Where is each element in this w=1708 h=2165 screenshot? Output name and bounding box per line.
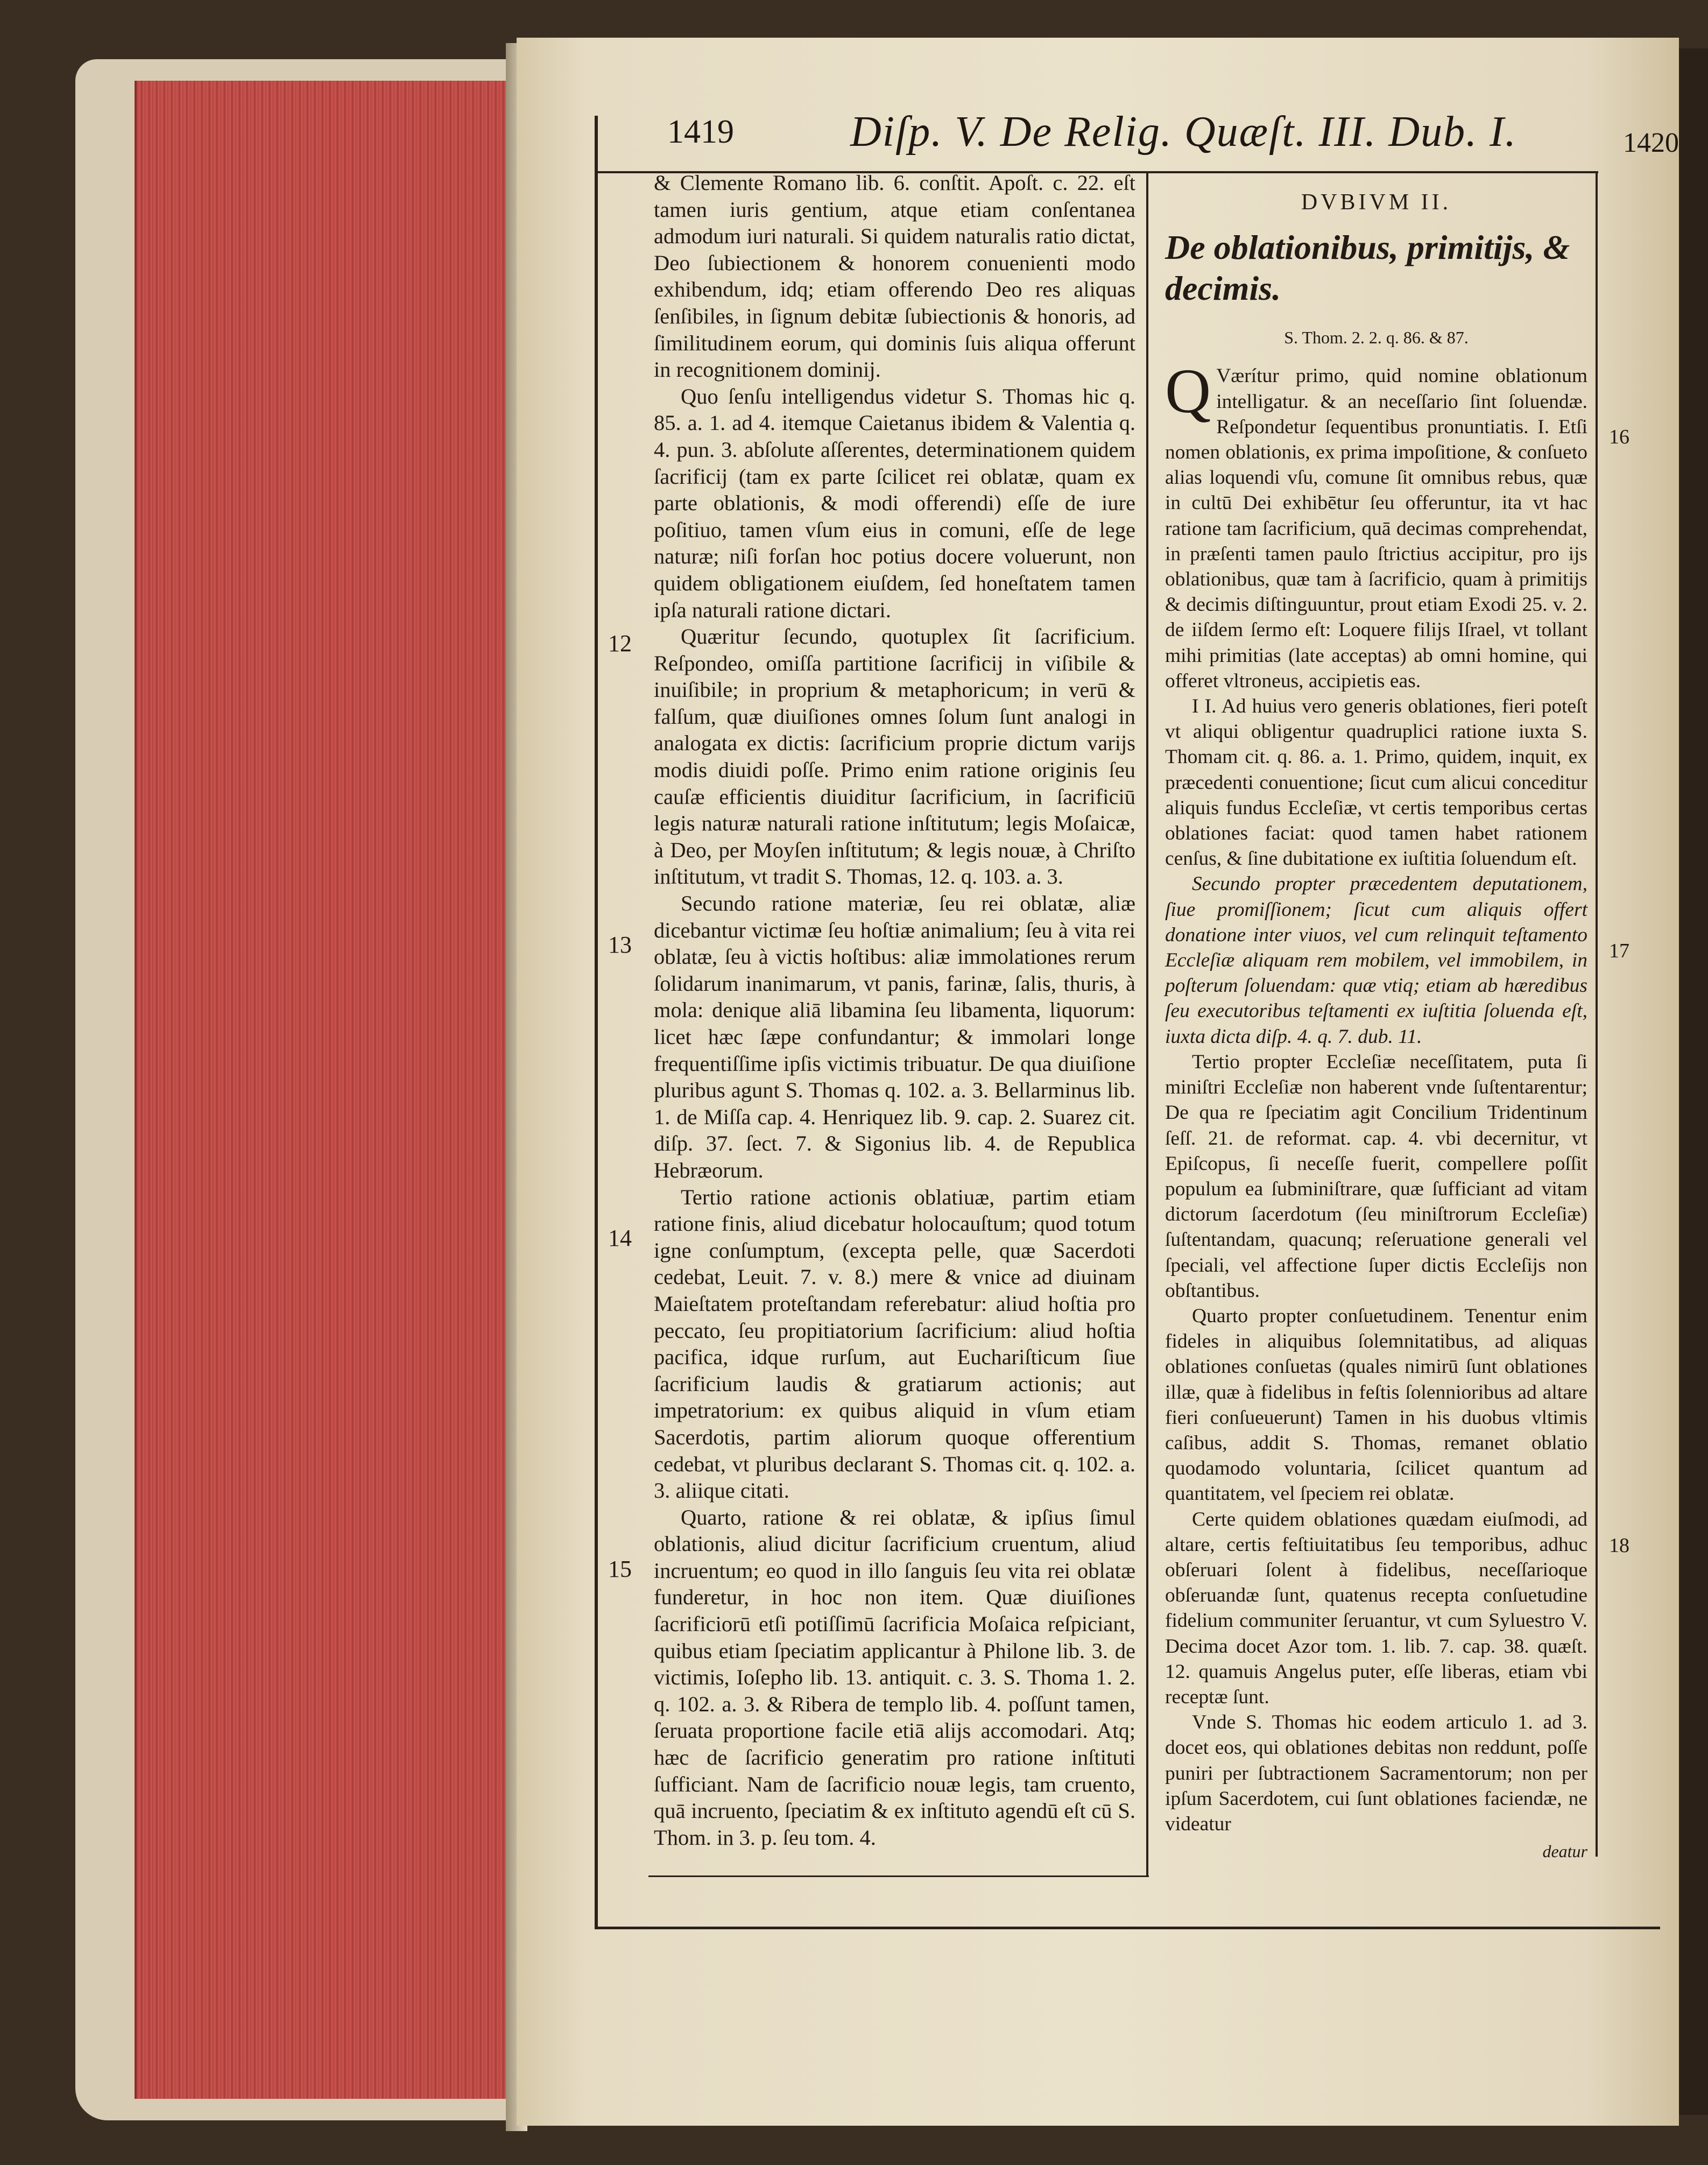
frame-rule-bottom	[595, 1927, 1660, 1929]
dubium-heading: DVBIVM II.	[1301, 190, 1452, 215]
paragraph: Tertio ratione actionis oblatiuæ, partim etiam ratione finis, aliud dicebatur holocauſtum; quod totum igne conſumptum, (excepta pelle, quæ Sacerdoti cedebat, Leuit. 7. v. 8.) mere & vnice ad diuinam Maieſtatem proteſtandam referebatur: aliud hoſtia pro peccato, ſeu propitiatorium ſacrificium: aliud hoſtia pacifica, idque rurſum, aut Euchariſticum ſiue ſacrificium laudis & gratiarum actionis; aut impetratorium: ex quibus aliquid in vſum etiam Sacerdotis, partim aliorum quoque offerentium cedebat, vt pluribus declarant S. Thomas cit. q. 102. a. 3. aliique citati.	[654, 1184, 1135, 1503]
right-text-column	[1165, 180, 1587, 1864]
margin-number: 18	[1609, 1534, 1629, 1557]
drop-capital: Q	[1165, 356, 1211, 427]
paragraph: Tertio propter Eccleſiæ neceſſitatem, puta ſi miniſtri Eccleſiæ non haberent vnde ſuſtentarentur; De qua re ſpeciatim agit Concilium Tridentinum ſeſſ. 21. de reformat. cap. 4. vbi decernitur, vt Epiſcopus, ſi neceſſe fuerit, compellere poſſit populum ea ſubminiſtrare, quæ ſufficiant ad vitam dictorum ſacerdotum (ſeu miniſtrorum Eccleſiæ) ſuſtentandam, quacunq; reſeruatione generali vel ſpeciali, vel affectione ſuper dictis Eccleſijs non obſtantibus.	[1165, 1050, 1587, 1302]
frame-rule-right	[1596, 172, 1598, 1857]
red-page-edges	[135, 81, 519, 2099]
first-paragraph	[1165, 356, 1587, 694]
right-cover-edge	[1679, 48, 1708, 2115]
margin-number: 13	[608, 932, 632, 958]
paragraph: Quarto, ratione & rei oblatæ, & ipſius ſimul oblationis, aliud dicitur ſacrificium cruentum, aliud incruentum; eo quod in illo ſanguis ſeu vita rei oblatæ funderetur, in hoc non item. Quæ diuiſiones ſacrificiorū etſi potiſſimū ſacrificia Moſaica reſpiciant, quibus etiam ſpeciatim applicantur à Philone lib. 3. de victimis, Ioſepho lib. 13. antiquit. c. 3. S. Thoma 1. 2. q. 102. a. 3. & Ribera de templo lib. 4. poſſunt tamen, ſeruata proportione facile etiā alijs accomodari. Atq; hæc de ſacrificio generatim pro ratione inſtituti ſufficiant. Nam de ſacrificio nouæ legis, tam cruento, quā incruento, ſpeciatim & ex inſtituto agendū eſt cū S. Thom. in 3. p. ſeu tom. 4.	[654, 1505, 1135, 1850]
paragraph: Quæritur ſecundo, quotuplex ſit ſacrificium. Reſpondeo, omiſſa partitione ſacrificij in viſibile & inuiſibile; in proprium & metaphoricum; in verū & falſum, quæ diuiſiones omnes ſolum ſunt analogi in analogata ex dictis: ſacrificium proprie dictum varijs modis diuidi poſſe. Primo enim ratione originis ſeu cauſæ efficientis diuiditur ſacrificium, in ſacrificiū legis naturæ naturali ratione inſtitutum; legis Moſaicæ, à Deo, per Moyſen inſtitutum; & legis nouæ, à Chriſto inſtitutum, vt tradit S. Thomas, 12. q. 103. a. 3.	[654, 624, 1135, 889]
margin-number: 15	[608, 1556, 632, 1582]
paragraph: Værítur primo, quid nomine oblationum intelligatur. & an neceſſario ſint ſoluendæ. Reſpondetur ſequentibus pronuntiatis. I. Etſi nomen oblationis, ex prima impoſitione, & conſueto alias loquendi vſu, comune ſit omnibus rebus, quæ in cultū Dei exhibētur ſeu offeruntur, ita vt hac ratione tam ſacrificium, quā decimas comprehendat, in præſenti tamen paulo ſtrictius accipitur, pro ijs oblationibus, quæ tam à ſacrificio, quam à primitijs & decimis diſtinguuntur, prout etiam Exodi 25. v. 2. de iiſdem ſermo eſt: Loquere filijs Iſrael, vt tollant mihi primitias (late acceptas) ab omni homine, qui offeret vltroneus, accipietis eas.	[1165, 365, 1587, 692]
paragraph: Quo ſenſu intelligendus videtur S. Thomas hic q. 85. a. 1. ad 4. itemque Caietanus ibidem & Valentia q. 4. pun. 3. abſolute aſſerentes, determinationem quidem ſacrificij (tam ex parte ſcilicet rei oblatæ, quam ex parte oblationis, & modi offerendi) eſſe de iure poſitiuo, tamen vſum eius in comuni, eſſe de lege naturæ; niſi forſan hoc potius docere voluerunt, non quidem obligationem eiuſdem, ſed honeſtatem tamen ipſa naturali ratione dictari.	[654, 384, 1135, 622]
paragraph: & Clemente Romano lib. 6. conſtit. Apoſt. c. 22. eſt tamen iuris gentium, atque etiam conſentanea admodum iuri naturali. Si quidem naturalis ratio dictat, Deo ſubiectionem & honorem conuenienti modo exhibendum, idq; etiam offerendo Deo res aliquas ſenſibiles, in ſignum debitæ ſubiectionis & honoris, ad ſimilitudinem eorum, qui dominis ſuis aliqua offerunt in recognitionem dominij.	[654, 171, 1135, 382]
paragraph: Vnde S. Thomas hic eodem articulo 1. ad 3. docet eos, qui oblationes debitas non reddunt, poſſe puniri per ſubtractionem Sacramentorum; non per ipſum Sacerdotem, cui ſunt oblationes faciendæ, ne videatur	[1165, 1711, 1587, 1835]
dubium-subject: De oblationibus, primitijs, & decimis.	[1165, 228, 1570, 308]
margin-number: 16	[1609, 426, 1629, 448]
catchword: deatur	[1542, 1842, 1587, 1861]
frame-rule-left	[595, 116, 598, 1929]
paragraph: Secundo ratione materiæ, ſeu rei oblatæ, aliæ dicebantur victimæ ſeu hoſtiæ animalium; ſeu à vita rei oblatæ, ſeu à victis hoſtibus: aliæ immolationes rerum ſolidarum inanimarum, vt panis, farinæ, ſalis, thuris, à mola: denique aliā libamina ſeu libamenta, liquorum: licet hæc ſæpe confundantur; & immolari longe frequentiſſime ipſis victimis tribuatur. De qua diuiſione pluribus agunt S. Thomas q. 102. a. 3. Bellarminus lib. 1. de Miſſa cap. 4. Henriquez lib. 9. cap. 2. Suarez cit. diſp. 37. ſect. 7. & Sigonius lib. 4. de Republica Hebræorum.	[654, 891, 1135, 1182]
paragraph: Secundo propter præcedentem deputationem, ſiue promiſſionem; ſicut cum aliquis offert donatione inter viuos, vel cum relinquit teſtamento Eccleſiæ aliquam rem mobilem, vel immobilem, in poſterum ſoluendam: quæ vtiq; etiam ab hæredibus ſeu executoribus teſtamenti ex iuſtitia ſoluenda eſt, iuxta dicta diſp. 4. q. 7. dub. 11.	[1165, 873, 1587, 1048]
paragraph: Certe quidem oblationes quædam eiuſmodi, ad altare, certis feſtiuitatibus ſeu temporibus, adhuc obſeruari ſolent à fidelibus, neceſſarioque obſeruandæ ſunt, quatenus recepta conſuetudine fidelium communiter ſeruantur, vt cum Syluestro V. Decima docet Azor tom. 1. lib. 7. cap. 38. quæſt. 12. quamuis Angelus puter, eſſe liberas, etiam vbi receptæ ſunt.	[1165, 1508, 1587, 1708]
running-title: Diſp. V. De Relig. Quæſt. III. Dub. I.	[850, 108, 1517, 156]
source-citation: S. Thom. 2. 2. q. 86. & 87.	[1284, 328, 1469, 348]
paragraph: I I. Ad huius vero generis oblationes, fieri poteſt vt aliqui obligentur quadruplici ratione iuxta S. Thomam cit. q. 86. a. 1. Primo, quidem, inquit, ex præcedenti conuentione; ſicut cum alicui conceditur aliquis fundus Eccleſiæ, vt certis temporibus certas oblationes faciat: quod tamen habet rationem cenſus, & ſine dubitatione ex iuſtitia ſoluendum eſt.	[1165, 695, 1587, 870]
paragraph: Quarto propter conſuetudinem. Tenentur enim fideles in aliquibus ſolemnitatibus, ad aliquas oblationes conſuetas (quales nimirū ſunt oblationes illæ, quæ à fidelibus in feſtis ſolennioribus ad altare fieri conſueuerunt) Tamen in his duobus vltimis caſibus, addit S. Thomas, remanet oblatio quodamodo voluntaria, ſcilicet quantum ad quantitatem, vel ſpeciem rei oblatæ.	[1165, 1304, 1587, 1505]
left-text-column	[654, 170, 1135, 1851]
column-divider	[1146, 172, 1148, 1875]
page-header	[667, 108, 1679, 167]
column-bottom-rule	[648, 1875, 1149, 1877]
page-number-left: 1419	[667, 114, 734, 150]
page-number-right: 1420	[1623, 128, 1679, 158]
margin-number: 12	[608, 630, 632, 657]
margin-number: 17	[1609, 940, 1629, 962]
margin-number: 14	[608, 1225, 632, 1251]
